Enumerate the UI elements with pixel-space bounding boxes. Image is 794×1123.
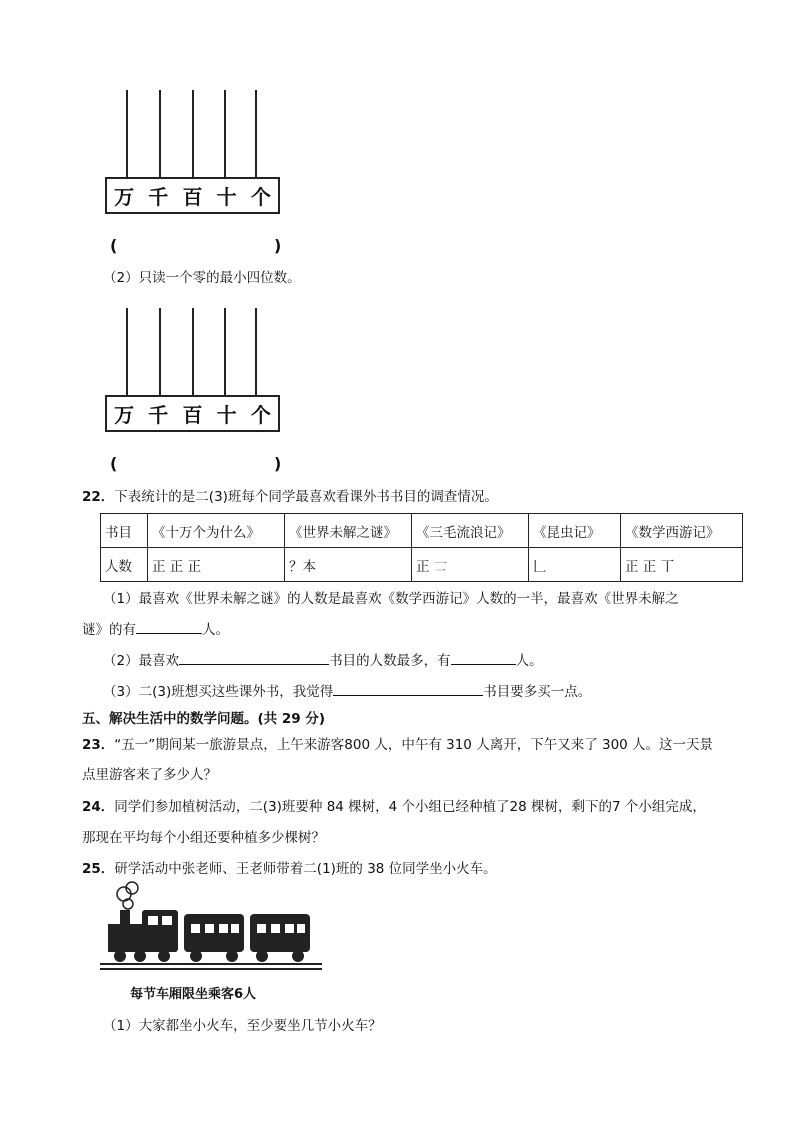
answer-paren-open: ( [110,454,118,473]
tally-cell: 正 𠄟 [412,548,529,582]
place-wan: 万 [114,403,135,427]
question-number: 23． [82,737,115,753]
question-number: 22． [82,489,115,505]
abacus-rod [126,308,128,396]
place-shi: 十 [216,185,237,209]
question-text: 同学们参加植树活动，二(3)班要种 84 棵树，4 个小组已经种植了28 棵树，剩下的7 个小组完成， [114,799,706,815]
question-number: 24． [82,799,115,815]
abacus-rod [224,90,226,178]
abacus-rod [192,308,194,396]
place-bai: 百 [182,403,203,427]
answer-paren-close: ) [274,454,282,473]
question-21-2: （2）只读一个零的最小四位数。 [103,270,301,286]
abacus-rod [192,90,194,178]
tally-cell: 正 正 丅 [621,548,743,582]
text-span: （3）二(3)班想买这些课外书，我觉得 [103,684,334,700]
text-span: 书目的人数最多，有 [329,653,451,669]
place-wan: 万 [114,185,135,209]
question-24-line2: 那现在平均每个小组还要种植多少棵树？ [82,830,325,846]
train-illustration [100,880,325,1000]
table-cell: 《世界未解之谜》 [285,514,412,548]
abacus-place-labels [105,177,280,214]
answer-blank[interactable] [136,619,202,634]
table-row [101,514,743,548]
answer-blank[interactable] [451,650,516,665]
text-span: （2）最喜欢 [103,653,180,669]
tally-cell: 𠃊 [529,548,621,582]
table-cell: 《数学西游记》 [621,514,743,548]
question-22-2 [103,650,543,671]
text-span: 谜》的有 [82,622,136,638]
tally-cell: ？本 [285,548,412,582]
question-text: 研学活动中张老师、王老师带着二(1)班的 38 位同学坐小火车。 [114,861,497,877]
table-row [101,548,743,582]
place-ge: 个 [250,403,271,427]
place-bai: 百 [182,185,203,209]
abacus-2 [105,308,305,458]
question-text: “五一”期间某一旅游景点，上午来游客800 人，中午有 310 人离开，下午又来了 300 人。这一天景 [114,737,714,753]
abacus-place-labels [105,395,280,432]
place-shi: 十 [216,403,237,427]
abacus-rod [255,308,257,396]
question-number: 25． [82,861,115,877]
abacus-rod [255,90,257,178]
text-span: 人。 [515,653,543,669]
question-23-line1 [82,735,713,755]
section-5-heading: 五、解决生活中的数学问题。(共 29 分) [82,711,326,727]
question-22-1-line2 [82,619,229,640]
abacus-rod [159,90,161,178]
train-caption: 每节车厢限坐乘客6人 [130,987,257,1002]
table-cell: 书目 [101,514,148,548]
place-qian: 千 [148,403,169,427]
answer-blank[interactable] [333,681,483,696]
place-qian: 千 [148,185,169,209]
text-span: 人。 [202,622,229,638]
table-cell: 《三毛流浪记》 [412,514,529,548]
table-cell: 《昆虫记》 [529,514,621,548]
answer-paren-open: ( [110,236,118,255]
question-23-line2: 点里游客来了多少人？ [82,767,217,783]
text-span: 书目要多买一点。 [483,684,592,700]
place-ge: 个 [250,185,271,209]
table-cell: 《十万个为什么》 [148,514,285,548]
abacus-rod [224,308,226,396]
train-icon [100,880,325,975]
tally-cell: 正 正 正 [148,548,285,582]
table-cell: 人数 [101,548,148,582]
abacus-rod [126,90,128,178]
answer-paren-close: ) [274,236,282,255]
question-25-1: （1）大家都坐小火车，至少要坐几节小火车？ [103,1018,382,1034]
abacus-1 [105,90,305,240]
question-22 [82,487,498,507]
question-24-line1 [82,797,706,817]
question-22-1-line1: （1）最喜欢《世界未解之谜》的人数是最喜欢《数学西游记》人数的一半，最喜欢《世界未解之 [103,591,679,607]
survey-table [100,513,743,582]
answer-blank[interactable] [179,650,329,665]
question-22-3 [103,681,591,702]
question-25 [82,859,497,879]
question-text: 下表统计的是二(3)班每个同学最喜欢看课外书书目的调查情况。 [114,489,498,505]
abacus-rod [159,308,161,396]
